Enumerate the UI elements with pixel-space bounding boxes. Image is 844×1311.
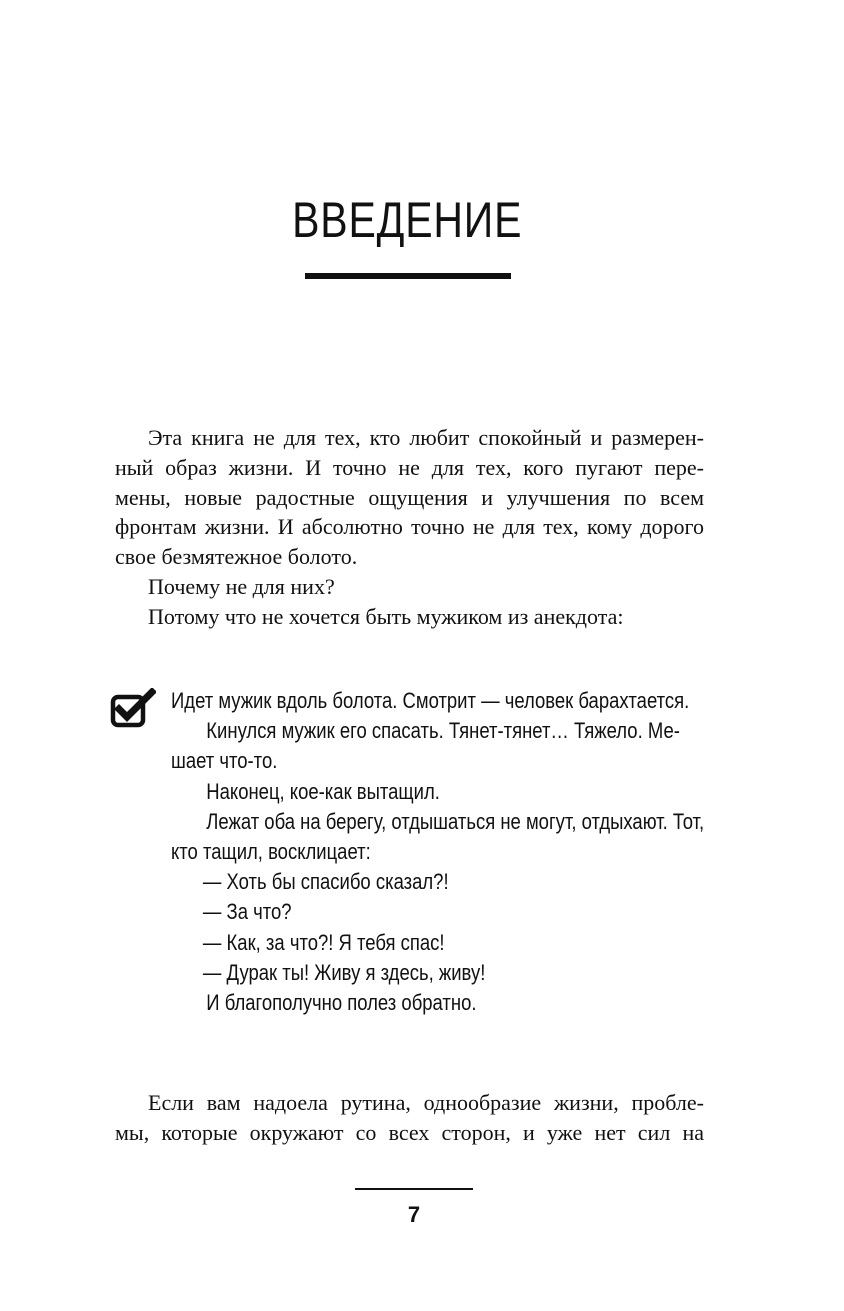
anecdote-line: Наконец, кое-как вытащил.: [206, 778, 440, 804]
anecdote-line: кто тащил, восклицает:: [171, 839, 371, 865]
outro-text: [115, 1088, 704, 1148]
text-line: свое безмятежное болото.: [115, 544, 358, 570]
text-line: ный образ жизни. И точно не для тех, кого пугают пере-: [115, 454, 704, 480]
anecdote-line: И благополучно полез обратно.: [206, 990, 477, 1016]
anecdote-line: Лежат оба на берегу, отдышаться не могут, отдыхают. Тот,: [206, 808, 705, 834]
text-line: Эта книга не для тех, кто любит спокойный и размерен-: [148, 425, 704, 450]
text-line: мены, новые радостные ощущения и улучшения по всем: [115, 484, 704, 510]
text-line: Почему не для них?: [148, 573, 335, 599]
anecdote-block: [171, 686, 711, 1018]
text-line: Если вам надоела рутина, однообразие жизни, пробле-: [148, 1090, 704, 1115]
dialogue-line: — Как, за что?! Я тебя спас!: [202, 929, 445, 955]
text-line: фронтам жизни. И абсолютно точно не для тех, кому дорого: [115, 514, 704, 540]
intro-text: [115, 423, 704, 632]
text-line: мы, которые окружают со всех сторон, и уже нет сил на: [115, 1119, 704, 1145]
outro-paragraph: [115, 1088, 704, 1148]
anecdote-line: Кинулся мужик его спасать. Тянет-тянет… Тяжело. Ме-: [206, 718, 680, 744]
anecdote-line: шает что-то.: [171, 748, 278, 774]
anecdote-line: Идет мужик вдоль болота. Смотрит — человек барахтается.: [171, 688, 690, 713]
intro-paragraph-3: [115, 602, 704, 632]
dialogue-line: — Хоть бы спасибо сказал?!: [202, 869, 449, 895]
title-underline: [305, 273, 511, 279]
intro-paragraph-1: [115, 423, 704, 572]
footer-rule: [355, 1188, 473, 1190]
chapter-title: ВВЕДЕНИЕ: [292, 192, 523, 248]
checkbox-checked-icon: [110, 688, 156, 728]
page-number: 7: [407, 1202, 421, 1227]
intro-paragraph-2: [115, 572, 704, 602]
dialogue-line: — Дурак ты! Живу я здесь, живу!: [202, 959, 486, 985]
text-line: Потому что не хочется быть мужиком из анекдота:: [148, 603, 624, 629]
dialogue-line: — За что?: [202, 899, 292, 925]
